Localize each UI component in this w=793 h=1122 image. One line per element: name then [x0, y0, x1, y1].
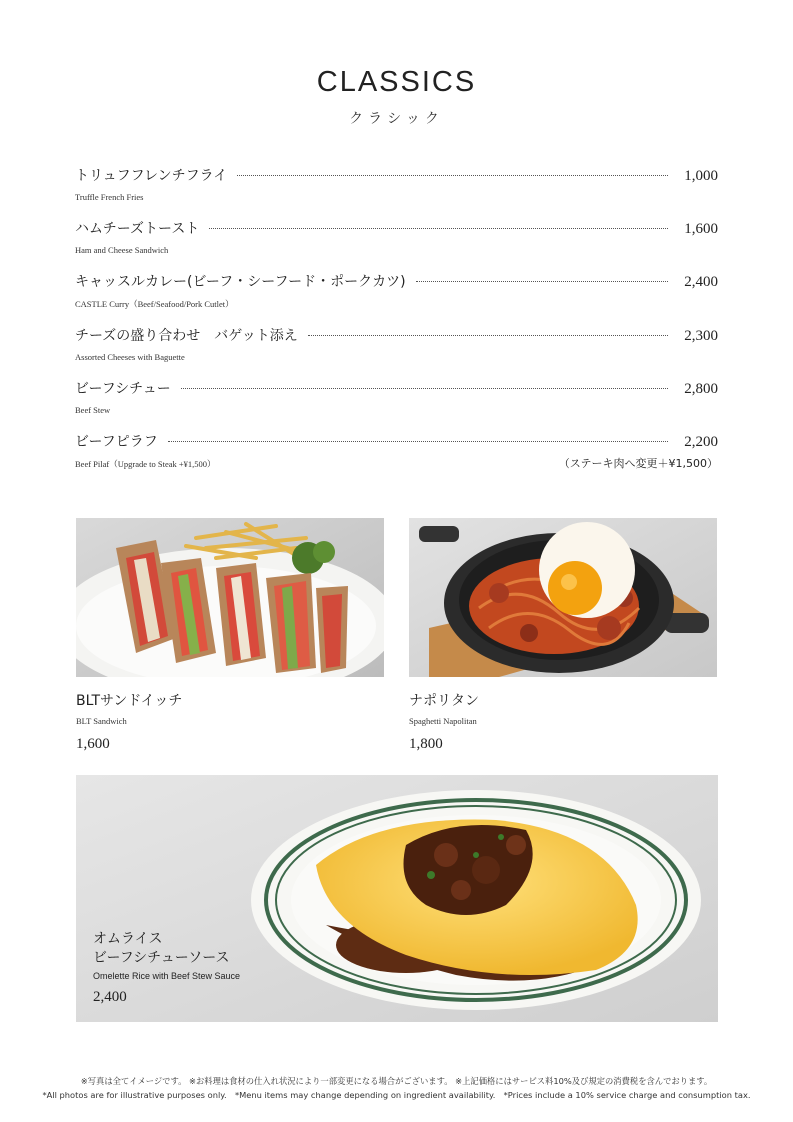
omurice-name-jp-line2: ビーフシチューソース	[93, 950, 230, 966]
page-title: CLASSICS	[316, 66, 477, 98]
menu-item-name-en: Beef Pilaf（Upgrade to Steak +¥1,500）	[75, 459, 216, 469]
menu-item-name-jp: キャッスルカレー(ビーフ・シーフード・ポークカツ)	[75, 274, 406, 290]
menu-item-price: 2,800	[684, 381, 718, 397]
menu-item-name-jp: ビーフピラフ	[75, 434, 158, 450]
menu-item-name-jp: トリュフフレンチフライ	[75, 168, 228, 184]
menu-item-castle-curry	[75, 271, 718, 311]
napolitan-price: 1,800	[409, 736, 443, 752]
menu-item-name-en: CASTLE Curry（Beef/Seafood/Pork Cutlet）	[75, 299, 234, 309]
menu-item-name-en: Assorted Cheeses with Baguette	[75, 352, 185, 362]
dotted-leader	[209, 228, 668, 229]
menu-item-beef-pilaf	[75, 431, 718, 471]
menu-item-truffle-fries	[75, 165, 718, 205]
menu-item-price: 1,000	[684, 168, 718, 184]
napolitan-photo	[409, 518, 717, 677]
blt-price: 1,600	[76, 736, 110, 752]
page-subtitle: クラシック	[349, 111, 444, 127]
dotted-leader	[237, 175, 668, 176]
menu-item-price: 1,600	[684, 221, 718, 237]
dotted-leader	[181, 388, 668, 389]
menu-item-name-en: Ham and Cheese Sandwich	[75, 245, 169, 255]
omurice-name-jp-line1: オムライス	[93, 931, 163, 947]
menu-item-name-jp: ハムチーズトースト	[75, 221, 200, 237]
omurice-name-en: Omelette Rice with Beef Stew Sauce	[93, 971, 241, 981]
menu-item-name-jp: ビーフシチュー	[75, 381, 171, 397]
menu-item-price-note: （ステーキ肉へ変更＋¥1,500）	[558, 457, 718, 470]
omurice-price: 2,400	[93, 989, 127, 1005]
footer-note-en: *All photos are for illustrative purposes only. *Menu items may change depending on ingredient availability. *Prices include a 10% service charge and consumption tax.	[42, 1090, 751, 1100]
blt-name-jp: BLTサンドイッチ	[76, 693, 183, 709]
napolitan-name-jp: ナポリタン	[409, 693, 479, 709]
menu-item-name-en: Truffle French Fries	[75, 192, 144, 202]
blt-sandwich-photo	[76, 518, 384, 677]
menu-item-beef-stew	[75, 378, 718, 418]
menu-item-price: 2,300	[684, 328, 718, 344]
omurice-caption	[93, 930, 240, 1006]
footer-note-jp: ※写真は全てイメージです。 ※お料理は食材の仕入れ状況により一部変更になる場合がございます。 ※上記価格にはサービス料10%及び規定の消費税を含んでおります。	[80, 1076, 713, 1086]
menu-item-price: 2,400	[684, 274, 718, 290]
dotted-leader	[308, 335, 669, 336]
napolitan-name-en: Spaghetti Napolitan	[409, 716, 477, 726]
menu-item-name-jp: チーズの盛り合わせ バゲット添え	[75, 328, 298, 344]
blt-name-en: BLT Sandwich	[76, 716, 127, 726]
menu-item-price: 2,200	[684, 434, 718, 450]
dotted-leader	[416, 281, 669, 282]
menu-item-assorted-cheeses	[75, 325, 718, 365]
menu-item-name-en: Beef Stew	[75, 405, 111, 415]
dotted-leader	[168, 441, 669, 442]
menu-item-ham-cheese-toast	[75, 218, 718, 258]
